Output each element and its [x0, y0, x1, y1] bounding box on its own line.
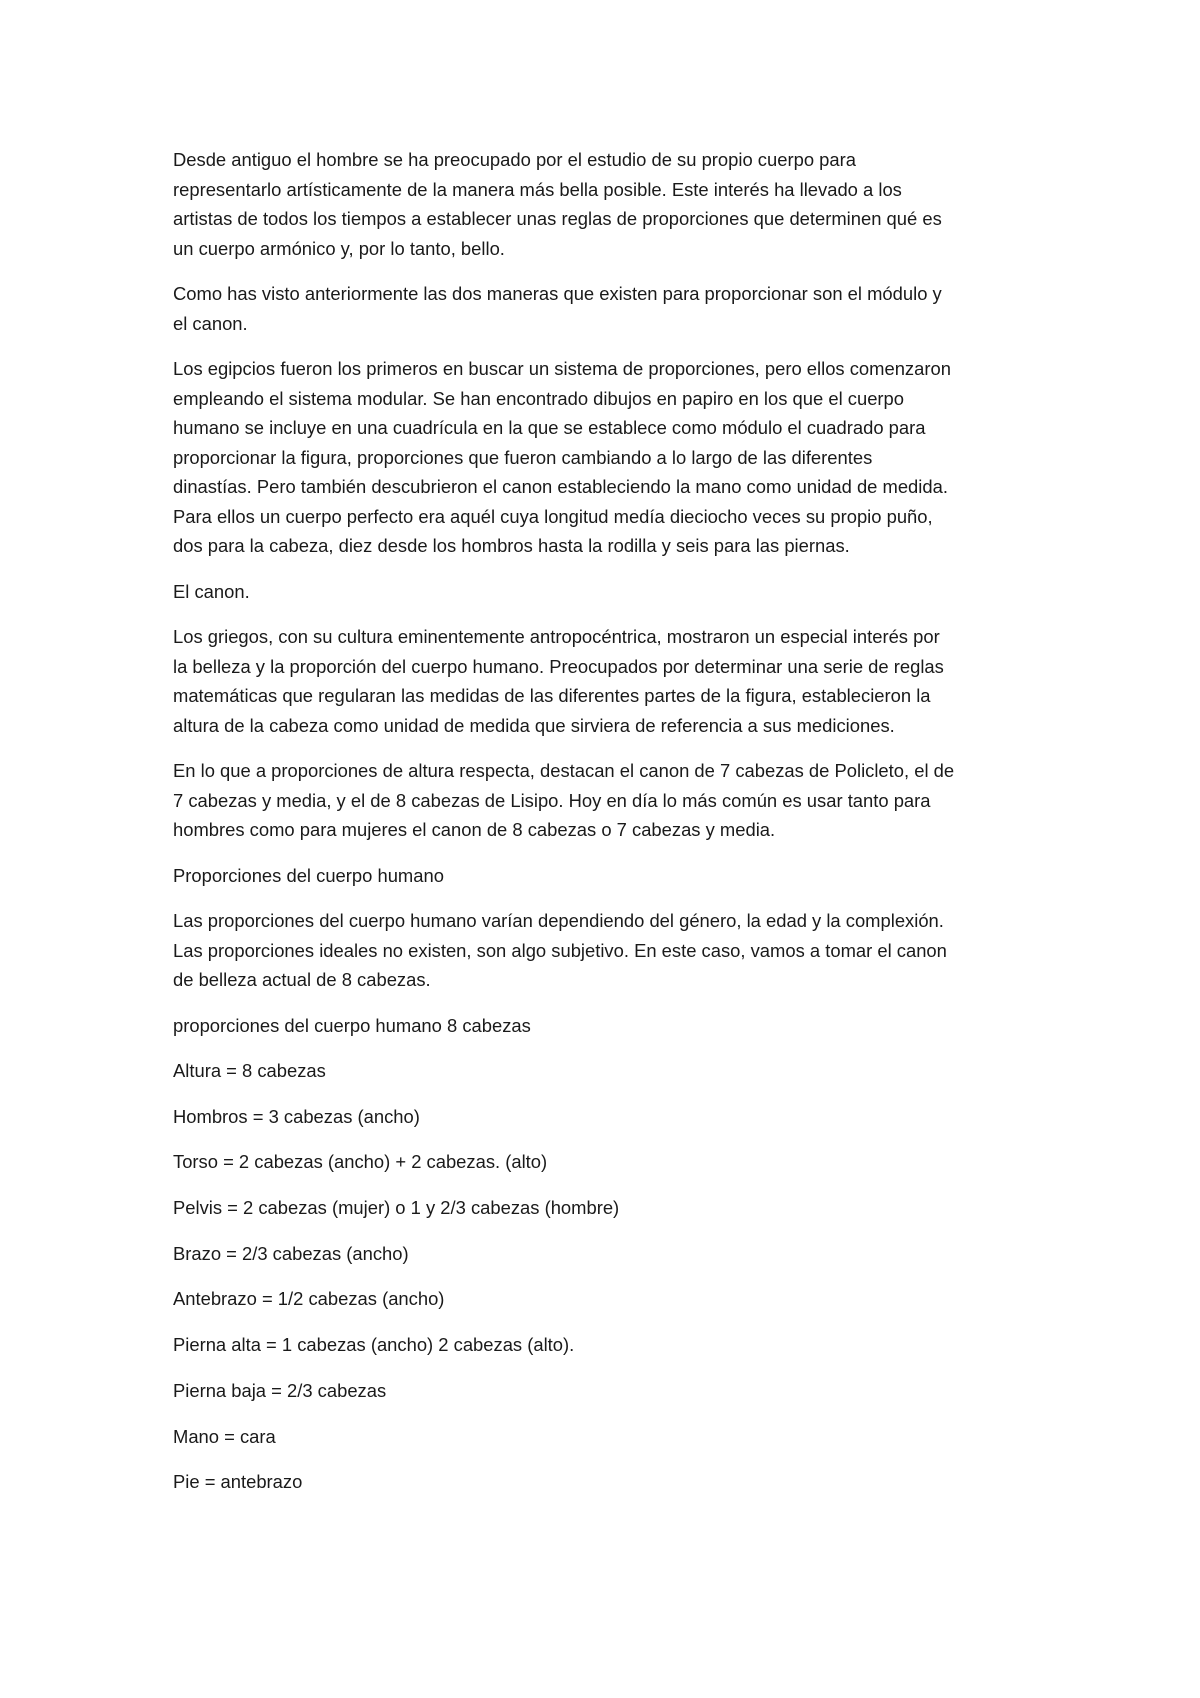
proportion-item: Altura = 8 cabezas [173, 1060, 326, 1081]
paragraph-module-canon [173, 279, 1033, 338]
paragraph-egyptians [173, 354, 1033, 561]
text-line: proporcionar la figura, proporciones que fueron cambiando a lo largo de las diferentes [173, 446, 873, 468]
text-line: el canon. [173, 312, 248, 334]
text-line: altura de la cabeza como unidad de medida que sirviera de referencia a sus mediciones. [173, 714, 895, 736]
proportion-item: Pierna baja = 2/3 cabezas [173, 1379, 387, 1401]
text-line: artistas de todos los tiempos a establecer unas reglas de proporciones que determinen qué es [173, 208, 942, 229]
proportion-item: Brazo = 2/3 cabezas (ancho) [173, 1242, 409, 1264]
text-line: hombres como para mujeres el canon de 8 cabezas o 7 cabezas y media. [173, 819, 776, 840]
text-line: Como has visto anteriormente las dos maneras que existen para proporcionar son el módulo y [173, 283, 942, 304]
text-line: Las proporciones del cuerpo humano varían dependiendo del género, la edad y la complexión. [173, 910, 944, 931]
text-line: la belleza y la proporción del cuerpo humano. Preocupados por determinar una serie de reglas [173, 655, 944, 677]
text-line: representarlo artísticamente de la manera más bella posible. Este interés ha llevado a los [173, 178, 902, 200]
proportion-item: Antebrazo = 1/2 cabezas (ancho) [173, 1288, 445, 1310]
text-line: Los griegos, con su cultura eminentemente antropocéntrica, mostraron un especial interés por [173, 626, 940, 647]
text-line: Las proporciones ideales no existen, son algo subjetivo. En este caso, vamos a tomar el canon [173, 939, 947, 961]
proportion-item: Pelvis = 2 cabezas (mujer) o 1 y 2/3 cabezas (hombre) [173, 1197, 620, 1219]
heading-8-heads [173, 1011, 1033, 1041]
text-line: Para ellos un cuerpo perfecto era aquél cuya longitud medía dieciocho veces su propio puño, [173, 505, 933, 527]
text-line: empleando el sistema modular. Se han encontrado dibujos en papiro en los que el cuerpo [173, 387, 905, 409]
text-line: matemáticas que regularan las medidas de las diferentes partes de la figura, establecieron la [173, 685, 931, 706]
text-line: 7 cabezas y media, y el de 8 cabezas de Lisipo. Hoy en día lo más común es usar tanto para [173, 789, 931, 811]
paragraph-height-canons [173, 756, 1033, 845]
text-line: En lo que a proporciones de altura respecta, destacan el canon de 7 cabezas de Policleto, el de [173, 760, 955, 781]
text-line: Desde antiguo el hombre se ha preocupado por el estudio de su propio cuerpo para [173, 149, 856, 170]
text-line: Los egipcios fueron los primeros en buscar un sistema de proporciones, pero ellos comenzaron [173, 358, 951, 379]
text-line: dos para la cabeza, diez desde los hombros hasta la rodilla y seis para las piernas. [173, 535, 850, 556]
text-line: El canon. [173, 580, 250, 602]
text-line: un cuerpo armónico y, por lo tanto, bello. [173, 237, 505, 259]
paragraph-greeks [173, 622, 1033, 740]
proportion-item: Pierna alta = 1 cabezas (ancho) 2 cabezas (alto). [173, 1334, 575, 1356]
document-body [173, 145, 1033, 1513]
proportion-item: Hombros = 3 cabezas (ancho) [173, 1105, 420, 1127]
text-line: Proporciones del cuerpo humano [173, 864, 444, 886]
proportion-item: Pie = antebrazo [173, 1471, 303, 1493]
text-line: proporciones del cuerpo humano 8 cabezas [173, 1014, 531, 1036]
text-line: humano se incluye en una cuadrícula en la que se establece como módulo el cuadrado para [173, 417, 926, 438]
heading-body-proportions [173, 861, 1033, 891]
text-line: de belleza actual de 8 cabezas. [173, 969, 431, 990]
text-line: dinastías. Pero también descubrieron el canon estableciendo la mano como unidad de medida. [173, 476, 948, 497]
proportion-item: Mano = cara [173, 1425, 276, 1447]
paragraph-proportions-vary [173, 906, 1033, 995]
paragraph-intro [173, 145, 1033, 263]
heading-canon [173, 577, 1033, 607]
proportion-item: Torso = 2 cabezas (ancho) + 2 cabezas. (alto) [173, 1151, 548, 1173]
